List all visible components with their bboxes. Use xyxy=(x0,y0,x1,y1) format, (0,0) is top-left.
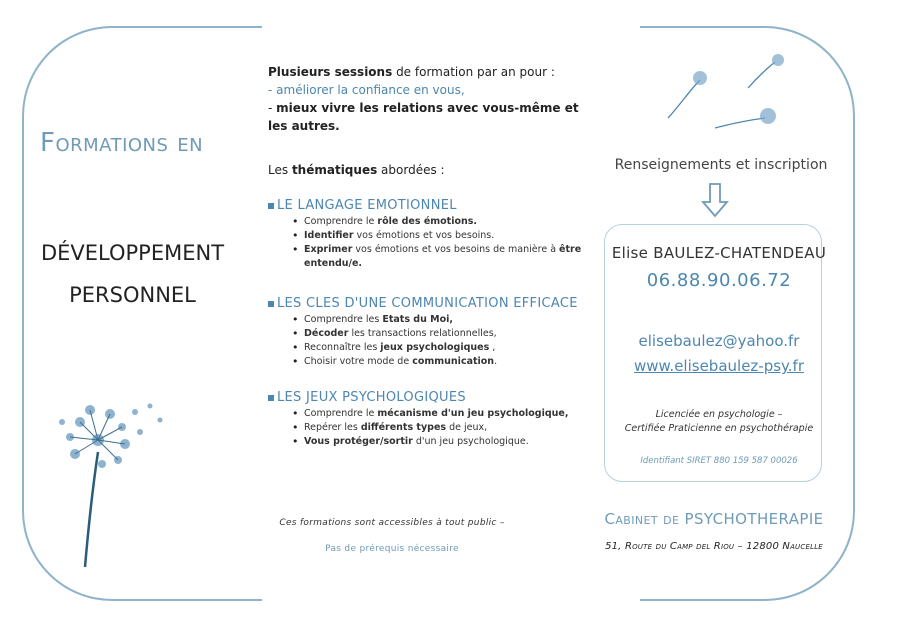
list-item: • Comprendre les Etats du Moi, xyxy=(304,313,588,327)
cabinet-name: Cabinet de PSYCHOTHERAPIE xyxy=(604,510,824,528)
siret-id: Identifiant SIRET 880 159 587 00026 xyxy=(640,456,798,466)
list-item: • Repérer les différents types de jeux, xyxy=(304,421,588,435)
list-item: • Vous protéger/sortir d'un jeu psychologique. xyxy=(304,435,588,449)
list-item: • Exprimer vos émotions et vos besoins de manière à être entendu/e. xyxy=(304,243,588,271)
section-jeux: LES JEUX PSYCHOLOGIQUES • Comprendre le mécanisme d'un jeu psychologique, • Repérer les différents types de jeux, • Vous protéger/sortir d'un jeu psychologique. xyxy=(268,390,588,449)
prerequisites-note: Pas de prérequis nécessaire xyxy=(325,544,459,554)
list-item: • Choisir votre mode de communication. xyxy=(304,355,588,369)
list-item: • Décoder les transactions relationnelles, xyxy=(304,327,588,341)
arrow-down-icon xyxy=(700,182,730,218)
contact-phone[interactable]: 06.88.90.06.72 xyxy=(646,270,792,291)
contact-website-link[interactable]: www.elisebaulez-psy.fr xyxy=(634,357,804,375)
list-item: • Reconnaître les jeux psychologiques , xyxy=(304,341,588,355)
qualifications: Licenciée en psychologie – Certifiée Praticienne en psychothérapie xyxy=(624,409,814,434)
cabinet-address: 51, Route du Camp del Riou – 12800 Naucelle xyxy=(605,541,823,552)
contact-name: Elise BAULEZ-CHATENDEAU xyxy=(611,244,827,262)
contact-card xyxy=(604,224,822,482)
dandelion-seeds-illustration xyxy=(660,50,800,140)
list-item: • Comprendre le rôle des émotions. xyxy=(304,215,588,229)
section-communication: LES CLES D'UNE COMMUNICATION EFFICACE • Comprendre les Etats du Moi, • Décoder les transactions relationnelles, • Reconnaître les jeux psychologiques , • Choisir votre mode de communication. xyxy=(268,296,588,369)
developpement-title: DÉVELOPPEMENT PERSONNEL xyxy=(40,241,225,307)
info-heading: Renseignements et inscription xyxy=(614,157,828,173)
section-langage: LE LANGAGE EMOTIONNEL • Comprendre le rôle des émotions. • Identifier vos émotions et vos besoins. • Exprimer vos émotions et vos besoins de manière à être entendu/e. xyxy=(268,198,588,271)
intro-block: Plusieurs sessions de formation par an pour : - améliorer la confiance en vous, - mieux vivre les relations avec vous-même et les autres. xyxy=(268,65,579,133)
accessibility-note: Ces formations sont accessibles à tout public – xyxy=(279,518,505,528)
list-item: • Comprendre le mécanisme d'un jeu psychologique, xyxy=(304,407,588,421)
dandelion-illustration xyxy=(40,392,180,572)
themes-label: Les thématiques abordées : xyxy=(268,163,445,177)
list-item: • Identifier vos émotions et vos besoins. xyxy=(304,229,588,243)
formations-title: Formations en xyxy=(40,128,204,158)
contact-email[interactable]: elisebaulez@yahoo.fr xyxy=(638,332,800,350)
